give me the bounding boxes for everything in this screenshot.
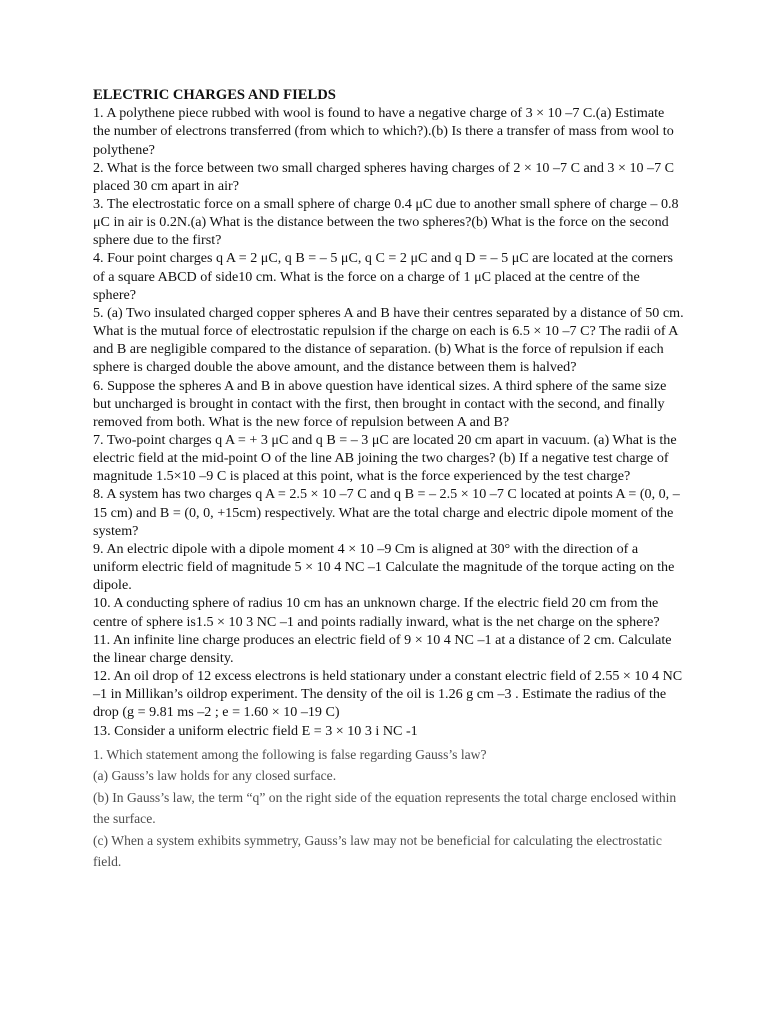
mcq-option-c: (c) When a system exhibits symmetry, Gauss’s law may not be beneficial for calculating the electrostatic field. [93,832,662,870]
mcq-section [93,744,685,873]
question-5: 5. (a) Two insulated charged copper spheres A and B have their centres separated by a distance of 50 cm. What is the mutual force of electrostatic repulsion if the charge on each is 6.5 × 10 –7 C? The radii of A and B are negligible compared to the distance of separation. (b) What is the force of repulsion if each sphere is charged double the above amount, and the distance between them is halved? [93,304,684,376]
question-3: 3. The electrostatic force on a small sphere of charge 0.4 μC due to another small sphere of charge – 0.8 μC in air is 0.2N.(a) What is the distance between the two spheres?(b) What is the force on the second sphere due to the first? [93,195,679,249]
question-1: 1. A polythene piece rubbed with wool is found to have a negative charge of 3 × 10 –7 C.(a) Estimate the number of electrons transferred (from which to which?).(b) Is there a transfer of mass from wool to polythene? [93,105,674,158]
document-title: ELECTRIC CHARGES AND FIELDS [93,87,336,103]
mcq-option-a: (a) Gauss’s law holds for any closed surface. [93,768,337,784]
question-list [93,104,685,739]
question-8: 8. A system has two charges q A = 2.5 × 10 –7 C and q B = – 2.5 × 10 –7 C located at points A = (0, 0, –15 cm) and B = (0, 0, +15cm) respectively. What are the total charge and electric dipole moment of the system? [93,486,680,539]
question-4: 4. Four point charges q A = 2 μC, q B = – 5 μC, q C = 2 μC and q D = – 5 μC are located at the corners of a square ABCD of side10 cm. What is the force on a charge of 1 μC placed at the centre of the sphere? [93,250,674,303]
mcq-option-b: (b) In Gauss’s law, the term “q” on the right side of the equation represents the total charge enclosed within the surface. [93,789,677,827]
question-9: 9. An electric dipole with a dipole moment 4 × 10 –9 Cm is aligned at 30° with the direction of a uniform electric field of magnitude 5 × 10 4 NC –1 Calculate the magnitude of the torque acting on the dipole. [93,540,675,594]
document-page [93,86,685,873]
question-7: 7. Two-point charges q A = + 3 μC and q B = – 3 μC are located 20 cm apart in vacuum. (a) What is the electric field at the mid-point O of the line AB joining the two charges? (b) If a negative test charge of magnitude 1.5×10 –9 C is placed at this point, what is the force experienced by the test charge? [93,432,677,485]
question-2: 2. What is the force between two small charged spheres having charges of 2 × 10 –7 C and 3 × 10 –7 C placed 30 cm apart in air? [93,159,675,194]
mcq-question: 1. Which statement among the following is false regarding Gauss’s law? [93,746,487,762]
question-12: 12. An oil drop of 12 excess electrons is held stationary under a constant electric field of 2.55 × 10 4 NC –1 in Millikan’s oildrop experiment. The density of the oil is 1.26 g cm –3 . Estimate the radius of the drop (g = 9.81 ms –2 ; e = 1.60 × 10 –19 C) [93,668,683,721]
question-6: 6. Suppose the spheres A and B in above question have identical sizes. A third sphere of the same size but uncharged is brought in contact with the first, then brought in contact with the second, and finally removed from both. What is the new force of repulsion between A and B? [93,377,667,430]
question-13: 13. Consider a uniform electric field E = 3 × 10 3 i NC -1 [93,722,418,739]
question-11: 11. An infinite line charge produces an electric field of 9 × 10 4 NC –1 at a distance of 2 cm. Calculate the linear charge density. [93,631,672,666]
question-10: 10. A conducting sphere of radius 10 cm has an unknown charge. If the electric field 20 cm from the centre of sphere is1.5 × 10 3 NC –1 and points radially inward, what is the net charge on the sphere? [93,595,660,630]
